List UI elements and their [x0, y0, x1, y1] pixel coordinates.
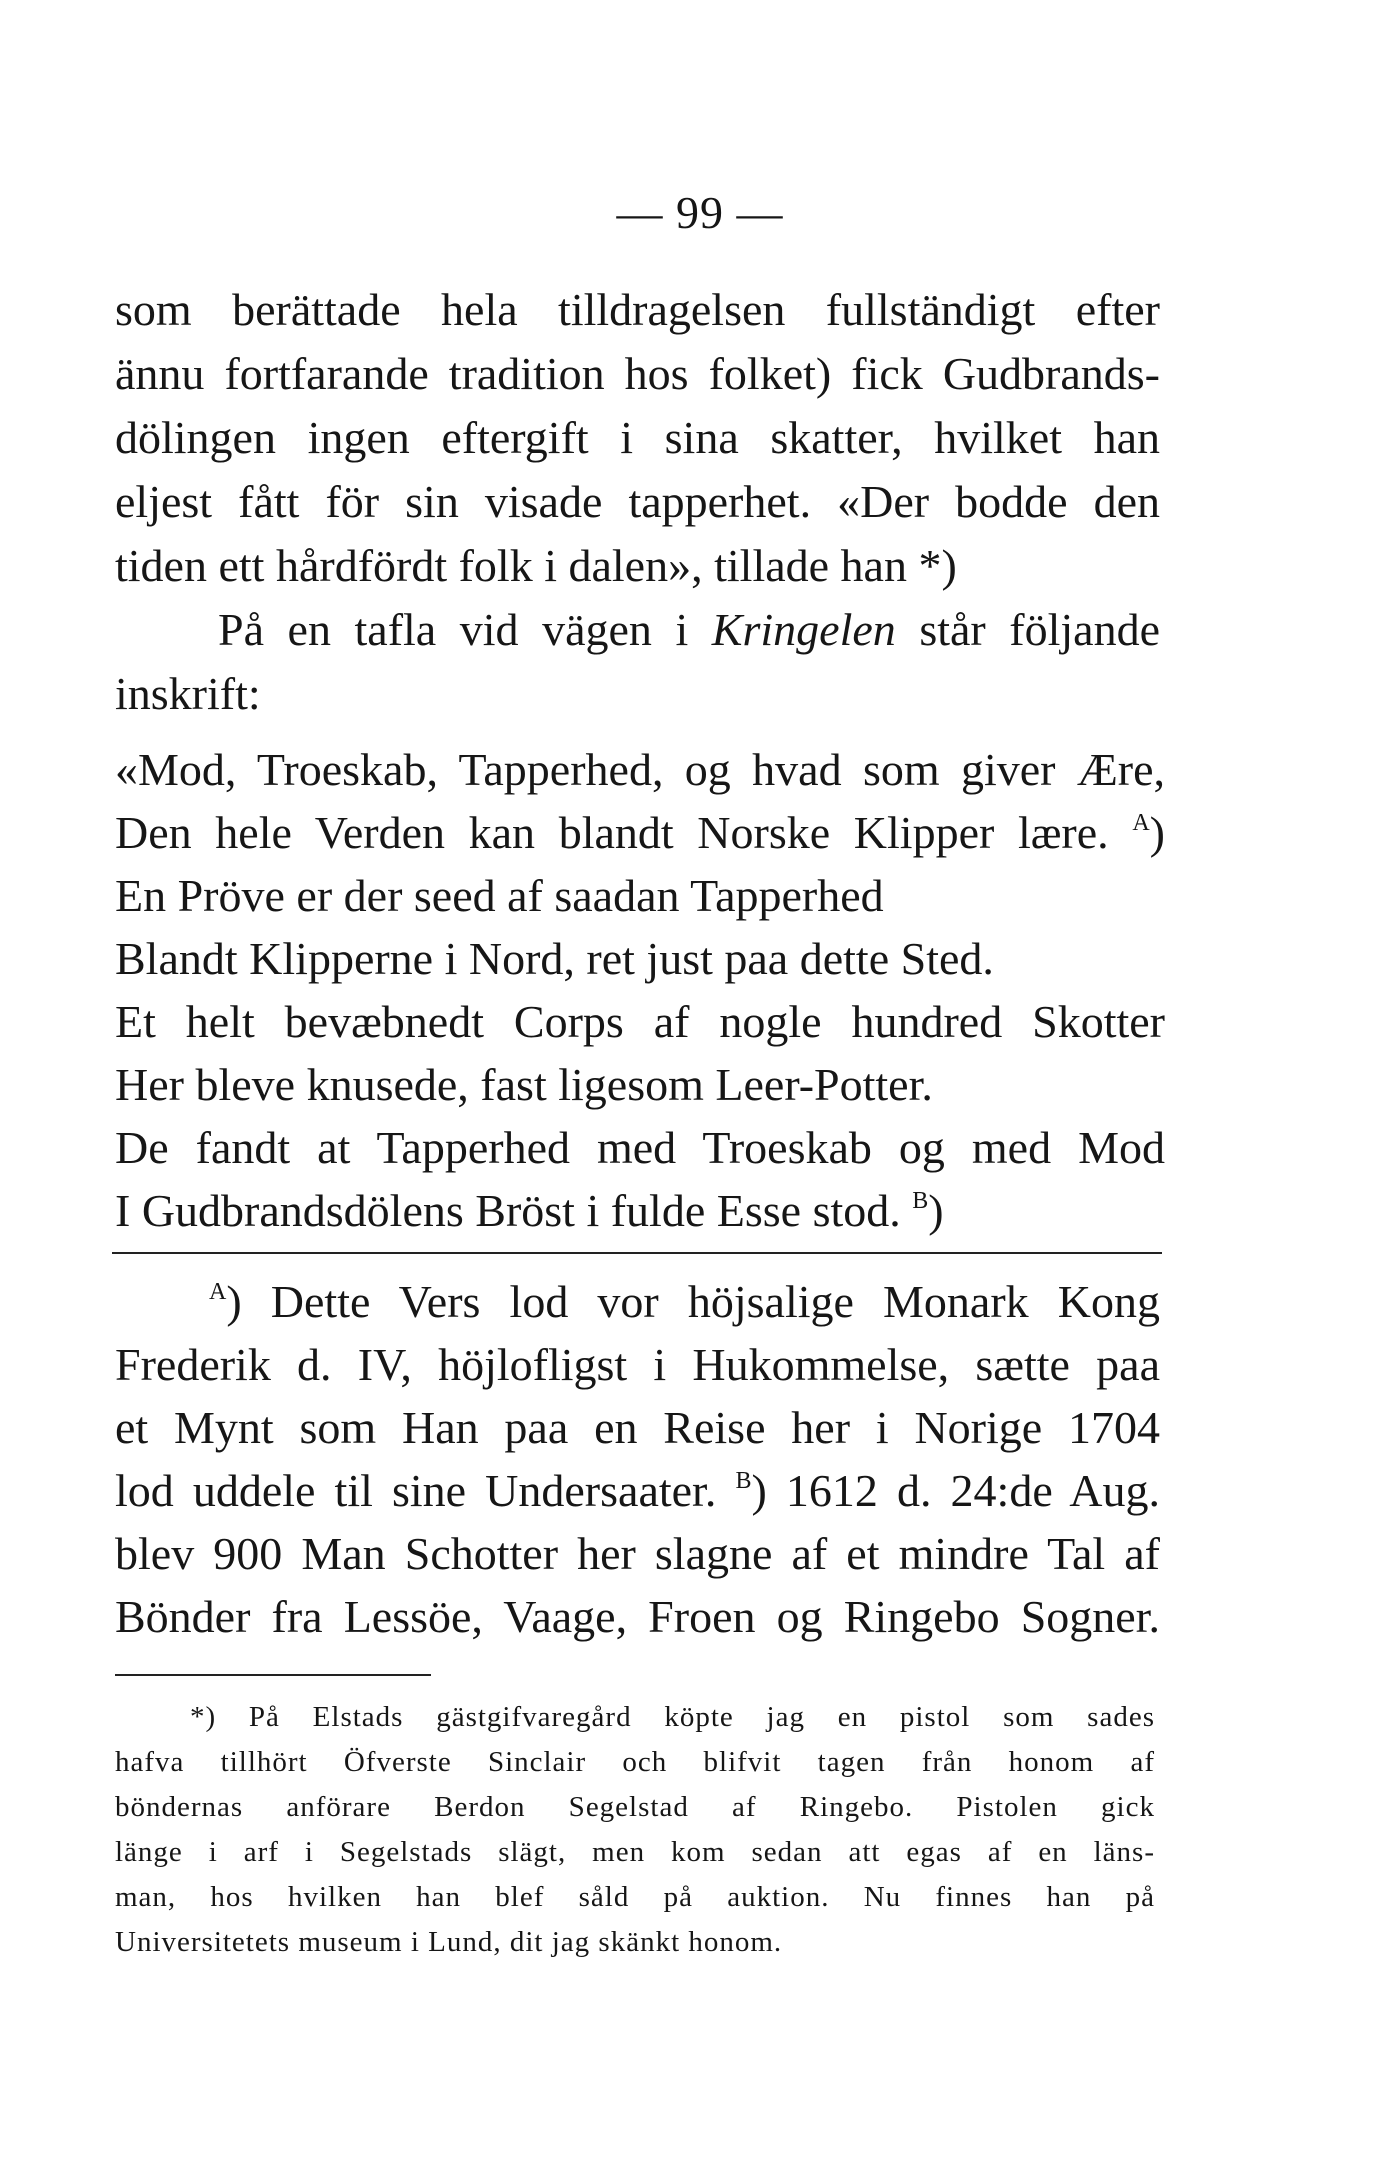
- footnote: [115, 1695, 1155, 1965]
- verse-line: De fandt at Tapperhed med Troeskab og med Mod: [115, 1122, 1165, 1173]
- note-text: Dette Vers lod vor höjsalige Monark Kong: [270, 1276, 1160, 1327]
- note-marker: B: [735, 1468, 752, 1494]
- verse-line: Blandt Klipperne i Nord, ret just paa dette Sted.: [115, 933, 994, 984]
- text-line: som berättade hela tilldragelsen fullständigt efter: [115, 284, 1160, 335]
- note-text: 1612 d. 24:de Aug.: [785, 1465, 1161, 1516]
- main-text: [115, 278, 1160, 726]
- note-line: blev 900 Man Schotter her slagne af et mindre Tal af: [115, 1528, 1160, 1579]
- note-marker-wrap: $^B$): [735, 1465, 767, 1516]
- separator-rule: [112, 1252, 1162, 1254]
- text-line: tiden ett hårdfördt folk i dalen», tillade han *): [115, 540, 957, 591]
- text-line: eljest fått för sin visade tapperhet. «Der bodde den: [115, 476, 1160, 527]
- verse-line: En Pröve er der seed af saadan Tapperhed: [115, 870, 884, 921]
- note-text: lod uddele til sine Undersaater.: [115, 1465, 717, 1516]
- text-line: [115, 598, 1160, 662]
- note-marker-wrap: $^A$): [209, 1276, 242, 1327]
- text-line: dölingen ingen eftergift i sina skatter, hvilket han: [115, 412, 1160, 463]
- note-line: Frederik d. IV, höjlofligst i Hukommelse, sætte paa: [115, 1339, 1160, 1390]
- footnote-line: länge i arf i Segelstads slägt, men kom sedan att egas af en läns-: [115, 1836, 1155, 1868]
- footnote-line: man, hos hvilken han blef såld på auktion. Nu finnes han på: [115, 1881, 1155, 1913]
- verse-text: I Gudbrandsdölens Bröst i fulde Esse stod.: [115, 1185, 901, 1236]
- footnote-line: böndernas anförare Berdon Segelstad af Ringebo. Pistolen gick: [115, 1791, 1155, 1823]
- verse-line: Her bleve knusede, fast ligesom Leer-Potter.: [115, 1059, 933, 1110]
- footnote-line: hafva tillhört Öfverste Sinclair och blifvit tagen från honom af: [115, 1746, 1155, 1778]
- note-marker: A: [1132, 810, 1150, 836]
- verse-notes: [115, 1270, 1160, 1648]
- place-name: Kringelen: [711, 604, 896, 655]
- verse-line: Et helt bevæbnedt Corps af nogle hundred Skotter: [115, 996, 1165, 1047]
- text-line: inskrift:: [115, 668, 261, 719]
- inscription-verse: [115, 738, 1165, 1242]
- note-line: [115, 1270, 1160, 1333]
- verse-line: «Mod, Troeskab, Tapperhed, og hvad som giver Ære,: [115, 744, 1165, 795]
- text-line: ännu fortfarande tradition hos folket) fick Gudbrands-: [115, 348, 1160, 399]
- verse-line: Den hele Verden kan blandt Norske Klipper lære. $^A$): [115, 807, 1165, 858]
- text-segment: står följande: [895, 604, 1160, 655]
- page-number: — 99 —: [616, 187, 784, 238]
- footnote-line: *) På Elstads gästgifvaregård köpte jag en pistol som sades: [190, 1701, 1155, 1733]
- note-marker: B: [912, 1188, 929, 1214]
- verse-line: I Gudbrandsdölens Bröst i fulde Esse stod. $^B$): [115, 1185, 944, 1236]
- note-line: et Mynt som Han paa en Reise her i Norige 1704: [115, 1402, 1160, 1453]
- footnote-rule: [115, 1674, 431, 1676]
- footnote-line: Universitetets museum i Lund, dit jag skänkt honom.: [115, 1926, 783, 1958]
- note-line: [115, 1459, 1160, 1522]
- note-marker: A: [209, 1279, 227, 1305]
- text-segment: På en tafla vid vägen i: [218, 604, 712, 655]
- note-line: Bönder fra Lessöe, Vaage, Froen og Ringebo Sogner.: [115, 1591, 1160, 1642]
- verse-text: Den hele Verden kan blandt Norske Klipper lære.: [115, 807, 1109, 858]
